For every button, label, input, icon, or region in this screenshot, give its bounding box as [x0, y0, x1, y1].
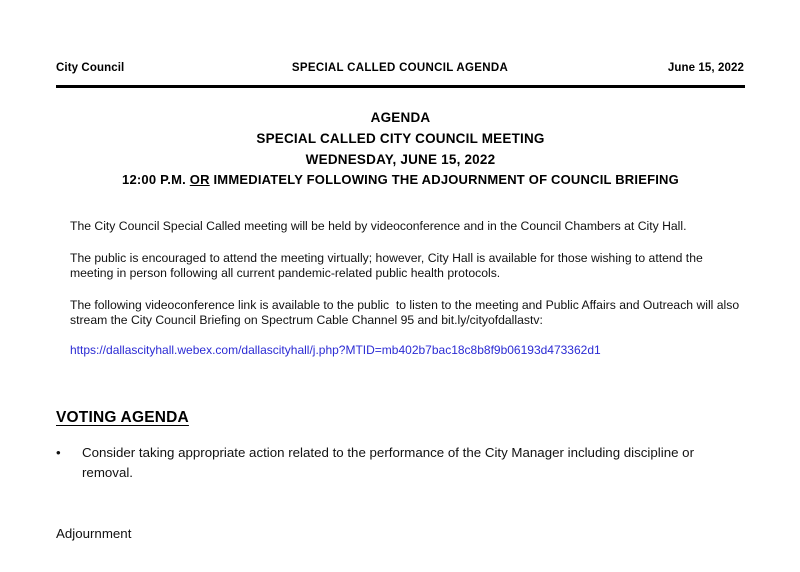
bullet-icon: •: [56, 445, 61, 460]
body-paragraph-1: The City Council Special Called meeting will be held by videoconference and in the Council Chambers at City Hall.: [70, 219, 687, 233]
header-left-label: City Council: [56, 62, 125, 74]
title-time-prefix: 12:00 P.M.: [122, 172, 190, 188]
adjournment-label: Adjournment: [56, 526, 132, 541]
webex-meeting-link[interactable]: https://dallascityhall.webex.com/dallascityhall/j.php?MTID=mb402b7bac18c8b8f9b06193d473362d1: [70, 342, 601, 357]
voting-agenda-list: [56, 443, 746, 483]
header-date: June 15, 2022: [667, 62, 744, 74]
title-line-agenda: AGENDA: [370, 110, 431, 125]
voting-agenda-heading: VOTING AGENDA: [56, 409, 189, 426]
title-line-time: [56, 170, 745, 191]
list-item-text: Consider taking appropriate action related to the performance of the City Manager including discipline or removal.: [82, 445, 695, 480]
body-paragraph-3: The following videoconference link is available to the public to listen to the meeting and Public Affairs and Outreach will also stream the City Council Briefing on Spectrum Cable Channel 95 and bit.ly/cityofdallastv:: [70, 297, 743, 328]
webex-link-line: [70, 343, 748, 359]
document-running-header: [56, 62, 744, 74]
agenda-title-block: [56, 108, 745, 191]
title-line-meeting: SPECIAL CALLED CITY COUNCIL MEETING: [256, 130, 545, 146]
title-time-suffix: IMMEDIATELY FOLLOWING THE ADJOURNMENT OF COUNCIL BRIEFING: [209, 172, 679, 188]
title-time-or-underlined: OR: [189, 172, 210, 188]
list-item: [56, 443, 746, 483]
title-line-date: WEDNESDAY, JUNE 15, 2022: [305, 151, 496, 167]
document-body: [70, 219, 748, 359]
header-divider-rule: [56, 85, 745, 88]
body-paragraph-2: The public is encouraged to attend the meeting virtually; however, City Hall is available for those wishing to attend the meeting in person following all current pandemic-related public health protocols.: [70, 250, 707, 281]
header-center-title: SPECIAL CALLED COUNCIL AGENDA: [291, 62, 509, 74]
